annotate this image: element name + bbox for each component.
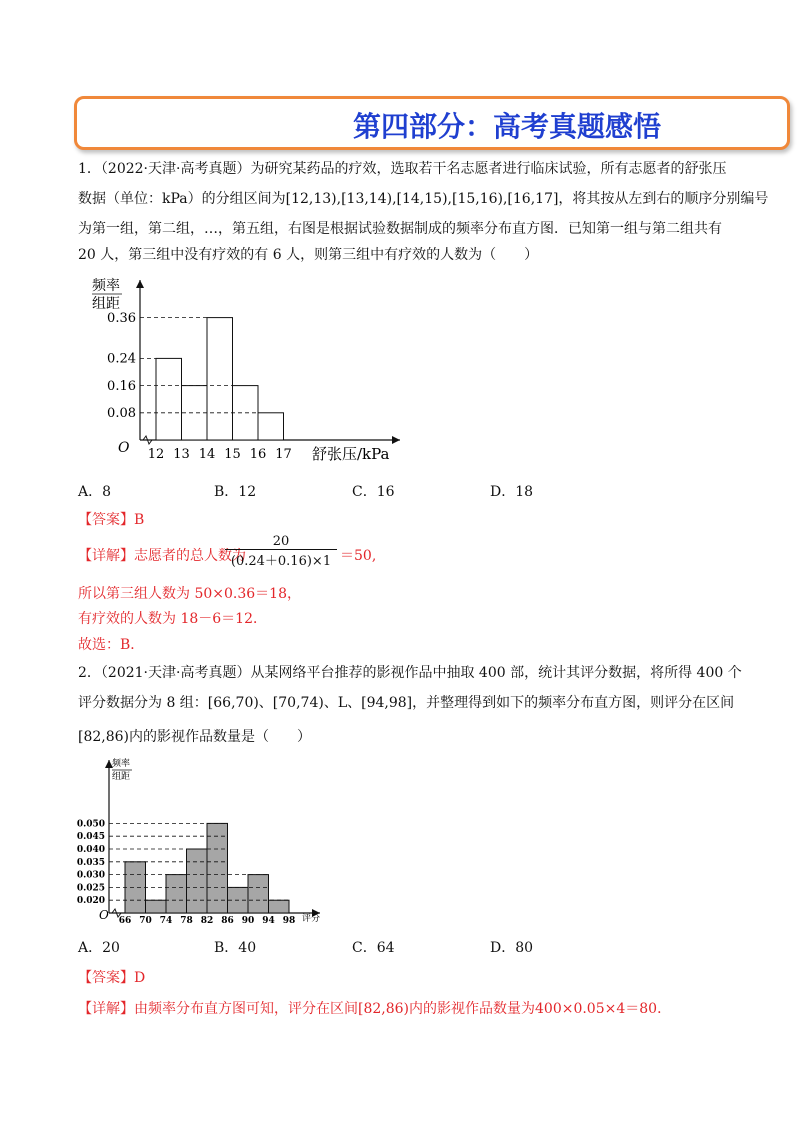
y-axis-label-top: 频率 bbox=[92, 278, 120, 294]
x-tick-label: 15 bbox=[224, 447, 241, 462]
histogram-bar bbox=[187, 849, 208, 913]
x-tick-label: 17 bbox=[275, 447, 292, 462]
section-title: 第四部分：高考真题感悟 bbox=[352, 110, 661, 143]
x-axis-label: 舒张压/kPa bbox=[312, 445, 390, 463]
x-axis-arrow bbox=[392, 436, 400, 444]
q2-source: （2021·天津·高考真题） bbox=[100, 665, 251, 681]
q2-option-d: D．80 bbox=[490, 940, 534, 956]
y-tick-label: 0.025 bbox=[76, 883, 105, 894]
q1-option-b: B．12 bbox=[214, 484, 257, 500]
origin-label: O bbox=[99, 908, 109, 922]
q1-detail-result: ＝50, bbox=[340, 548, 377, 564]
origin-label: O bbox=[118, 440, 130, 456]
q1-line-3: 为第一组，第二组，…，第五组，右图是根据试验数据制成的频率分布直方图．已知第一组与第二组共有 bbox=[78, 221, 722, 237]
q1-fraction bbox=[225, 534, 337, 569]
section-banner bbox=[74, 96, 790, 150]
q2-line-1: 2．（2021·天津·高考真题）从某网络平台推荐的影视作品中抽取 400 部，统计其评分数据，将所得 400 个 bbox=[78, 665, 742, 681]
x-tick-label: 94 bbox=[262, 916, 275, 926]
histogram-chart-1 bbox=[80, 270, 420, 470]
q2-option-c: C．64 bbox=[352, 940, 395, 956]
y-tick-label: 0.08 bbox=[107, 406, 136, 422]
y-tick-label: 0.045 bbox=[76, 832, 105, 843]
q1-step-2: 所以第三组人数为 50×0.36＝18， bbox=[78, 586, 301, 602]
q1-line-1 bbox=[78, 158, 726, 178]
histogram-bar bbox=[156, 358, 182, 440]
x-tick-label: 66 bbox=[118, 916, 132, 926]
q2-option-b: B．40 bbox=[214, 940, 257, 956]
x-tick-label: 82 bbox=[200, 916, 214, 926]
q2-detail: 【详解】由频率分布直方图可知，评分在区间[82,86)内的影视作品数量为400×0.05×4＝80． bbox=[78, 1001, 672, 1017]
q1-source: （2022·天津·高考真题） bbox=[100, 161, 251, 177]
x-tick-label: 13 bbox=[173, 447, 190, 462]
x-tick-label: 90 bbox=[241, 916, 255, 926]
q1-text-1: 为研究某药品的疗效，选取若干名志愿者进行临床试验，所有志愿者的舒张压 bbox=[250, 161, 727, 177]
x-axis-label: 评分 bbox=[302, 914, 321, 924]
q1-option-a: A．8 bbox=[78, 484, 112, 500]
x-tick-label: 12 bbox=[147, 447, 165, 462]
q1-step-4: 故选：B． bbox=[78, 637, 145, 653]
q2-option-a: A．20 bbox=[78, 940, 120, 956]
q1-option-c: C．16 bbox=[352, 484, 395, 500]
x-tick-label: 74 bbox=[159, 916, 173, 926]
x-tick-label: 16 bbox=[249, 447, 267, 462]
y-axis-label-top: 频率 bbox=[112, 759, 131, 769]
histogram-bar bbox=[166, 875, 187, 913]
q1-answer-value: B bbox=[134, 512, 145, 528]
q2-line-3: [82,86)内的影视作品数量是（ ） bbox=[78, 729, 312, 745]
histogram-bar bbox=[207, 823, 228, 913]
x-tick-label: 70 bbox=[139, 916, 152, 926]
x-tick-label: 14 bbox=[198, 447, 216, 462]
x-tick-label: 86 bbox=[221, 916, 234, 926]
q1-answer: 【答案】B bbox=[78, 512, 145, 528]
histogram-bar bbox=[146, 900, 167, 913]
q1-fraction-numerator: 20 bbox=[272, 534, 290, 549]
y-axis-label-bottom: 组距 bbox=[112, 772, 131, 782]
y-axis-label-bottom: 组距 bbox=[92, 296, 120, 312]
histogram-bar bbox=[269, 900, 290, 913]
histogram-bar bbox=[248, 875, 269, 913]
q2-answer: 【答案】D bbox=[78, 970, 146, 986]
q2-number: 2． bbox=[78, 665, 101, 681]
y-tick-label: 0.040 bbox=[76, 845, 105, 855]
y-tick-label: 0.36 bbox=[107, 310, 136, 326]
histogram-bar bbox=[207, 318, 233, 440]
q1-number: 1． bbox=[78, 161, 101, 177]
q1-option-d: D．18 bbox=[490, 484, 534, 500]
q1-fraction-denominator: (0.24＋0.16)×1 bbox=[225, 549, 337, 569]
histogram-chart-2 bbox=[74, 752, 334, 932]
q1-detail: 【详解】志愿者的总人数为 bbox=[78, 548, 246, 564]
y-tick-label: 0.020 bbox=[76, 896, 105, 907]
x-tick-label: 78 bbox=[180, 916, 193, 926]
histogram-bar bbox=[258, 413, 284, 440]
q1-line-4: 20 人，第三组中没有疗效的有 6 人，则第三组中有疗效的人数为（ ） bbox=[78, 247, 539, 263]
q1-line-2: 数据（单位：kPa）的分组区间为[12,13),[13,14),[14,15),[15,16),[16,17]，将其按从左到右的顺序分别编号 bbox=[78, 191, 769, 207]
q1-step-3: 有疗效的人数为 18－6＝12． bbox=[78, 611, 267, 627]
x-tick-label: 98 bbox=[282, 916, 296, 926]
y-tick-label: 0.24 bbox=[107, 351, 136, 367]
y-tick-label: 0.035 bbox=[76, 857, 105, 868]
q2-line-2: 评分数据分为 8 组：[66,70)、[70,74)、L、[94,98]，并整理得到如下的频率分布直方图，则评分在区间 bbox=[78, 695, 735, 711]
q2-answer-value: D bbox=[134, 970, 146, 986]
y-tick-label: 0.030 bbox=[76, 870, 105, 881]
y-axis-arrow bbox=[136, 280, 144, 288]
y-tick-label: 0.16 bbox=[107, 378, 136, 394]
y-tick-label: 0.050 bbox=[76, 819, 105, 830]
histogram-bar bbox=[125, 862, 146, 913]
